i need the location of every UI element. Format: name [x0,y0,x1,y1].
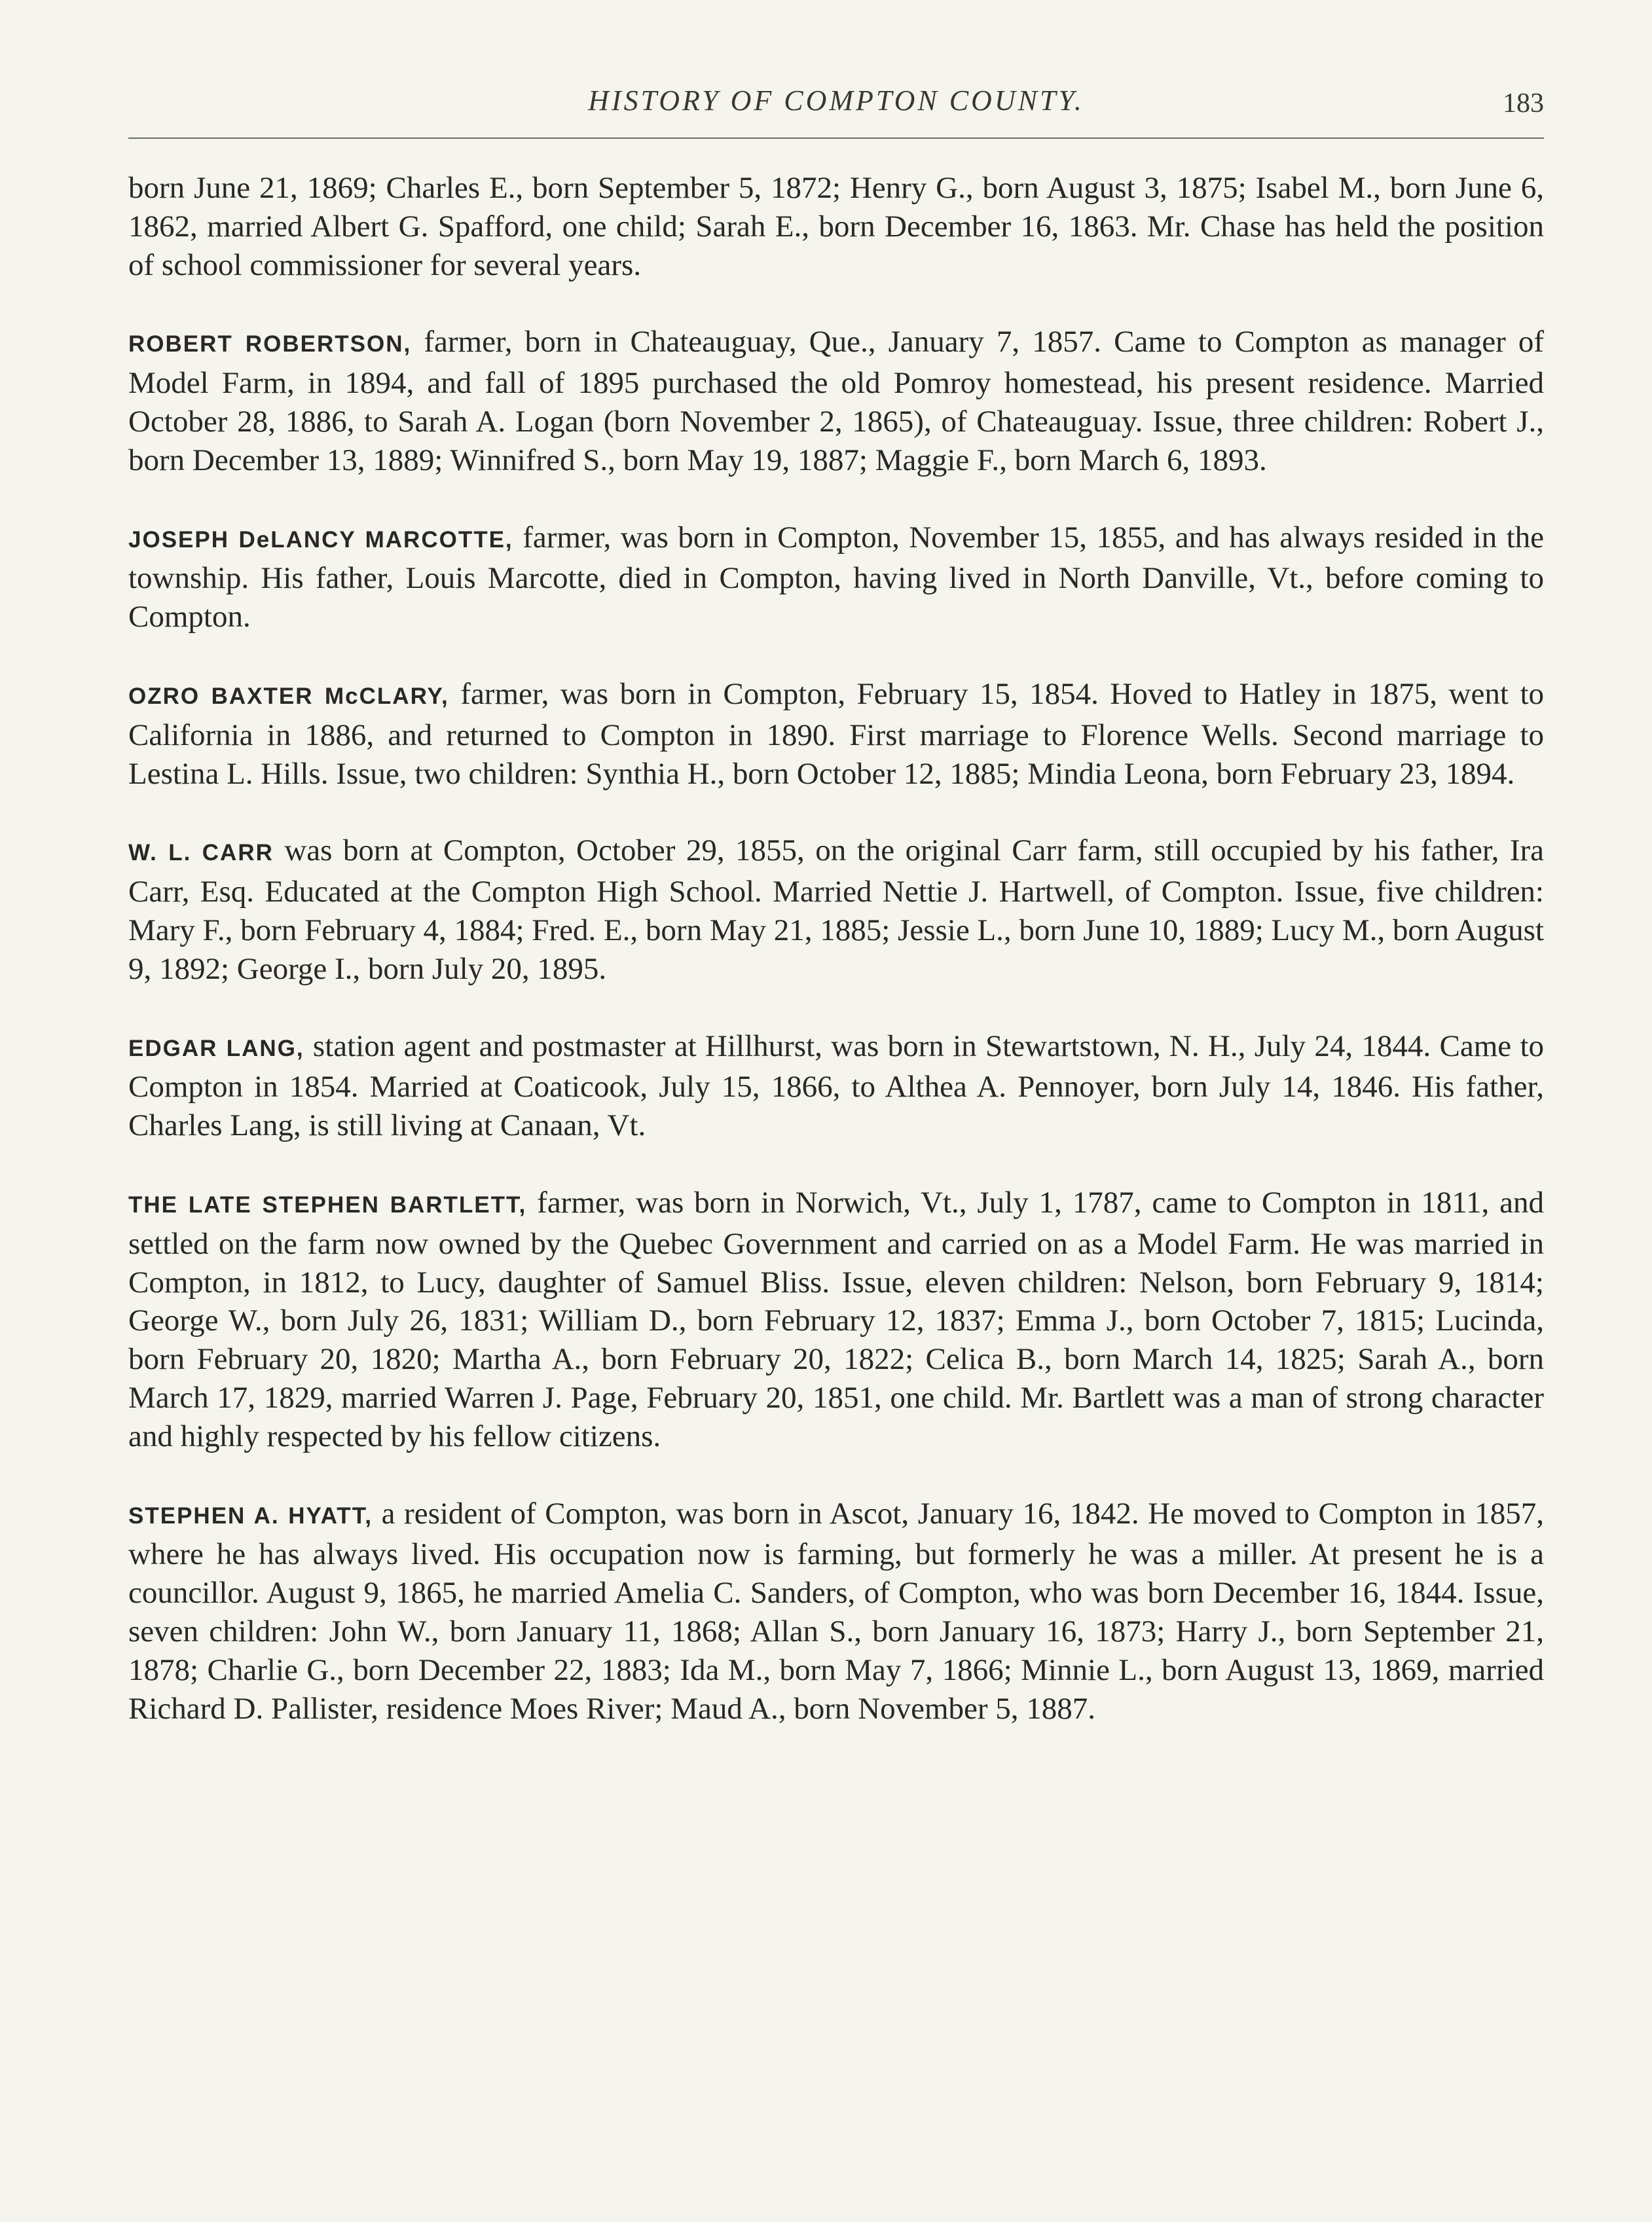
biography-entry-marcotte [128,519,1544,636]
biography-entry-bartlett [128,1184,1544,1456]
running-head [128,84,1544,130]
biography-entry-mcclary [128,675,1544,793]
biography-entry-lang [128,1027,1544,1145]
entry-name: OZRO BAXTER McCLARY, [128,683,449,709]
entry-text: station agent and postmaster at Hillhurst, was born in Stewartstown, N. H., July 24, 1844. Came to Compton in 1854. Married at Coaticook, July 15, 1866, to Althea A. Pennoyer, born July 14, 1846. His father, Charles Lang, is still living at Canaan, Vt. [128,1029,1545,1143]
biography-entry-robertson [128,323,1544,479]
entry-name: THE LATE STEPHEN BARTLETT, [128,1192,527,1218]
biography-list [128,169,1544,1766]
biography-entry-carr [128,831,1544,988]
entry-text: farmer, born in Chateauguay, Que., January 7, 1857. Came to Compton as manager of Model Farm, in 1894, and fall of 1895 purchased the old Pomroy homestead, his present residence. Married October 28, 1886, to Sarah A. Logan (born November 2, 1865), of Chateauguay. Issue, three children: Robert J., born December 13, 1889; Winnifred S., born May 19, 1887; Maggie F., born March 6, 1893. [128,325,1544,477]
entry-name: EDGAR LANG, [128,1035,304,1061]
entry-name: STEPHEN A. HYATT, [128,1503,373,1529]
entry-text: was born at Compton, October 29, 1855, on the original Carr farm, still occupied by his father, Ira Carr, Esq. Educated at the Compton High School. Married Nettie J. Hartwell, of Compton. Issue, five children: Mary F., born February 4, 1884; Fred. E., born May 21, 1885; Jessie L., born June 10, 1889; Lucy M., born August 9, 1892; George I., born July 20, 1895. [128,833,1545,986]
entry-text: a resident of Compton, was born in Ascot, January 16, 1842. He moved to Compton in 1857, where he has always lived. His occupation now is farming, but formerly he was a miller. At present he is a councillor. August 9, 1865, he married Amelia C. Sanders, of Compton, who was born December 16, 1844. Issue, seven children: John W., born January 11, 1868; Allan S., born January 16, 1873; Harry J., born September 21, 1878; Charlie G., born December 22, 1883; Ida M., born May 7, 1866; Minnie L., born August 13, 1869, married Richard D. Pallister, residence Moes River; Maud A., born November 5, 1887. [128,1496,1545,1726]
entry-name: JOSEPH DeLANCY MARCOTTE, [128,526,513,553]
page-number: 183 [1503,88,1544,118]
entry-name: ROBERT ROBERTSON, [128,331,412,357]
entry-text: farmer, was born in Compton, February 15, 1854. Hoved to Hatley in 1875, went to California in 1886, and returned to Compton in 1890. First marriage to Florence Wells. Second marriage to Lestina L. Hills. Issue, two children: Synthia H., born October 12, 1885; Mindia Leona, born February 23, 1894. [128,676,1545,791]
biography-entry-hyatt [128,1495,1544,1728]
entry-text: farmer, was born in Norwich, Vt., July 1, 1787, came to Compton in 1811, and settled on the farm now owned by the Quebec Government and carried on as a Model Farm. He was married in Compton, in 1812, to Lucy, daughter of Samuel Bliss. Issue, eleven children: Nelson, born February 9, 1814; George W., born July 26, 1831; William D., born February 12, 1837; Emma J., born October 7, 1815; Lucinda, born February 20, 1820; Martha A., born February 20, 1822; Celica B., born March 14, 1825; Sarah A., born March 17, 1829, married Warren J. Page, February 20, 1851, one child. Mr. Bartlett was a man of strong character and highly respected by his fellow citizens. [128,1185,1544,1453]
running-title: HISTORY OF COMPTON COUNTY. [588,84,1084,117]
entry-name: W. L. CARR [128,840,274,866]
entry-text: born June 21, 1869; Charles E., born September 5, 1872; Henry G., born August 3, 1875; Isabel M., born June 6, 1862, married Albert G. Spafford, one child; Sarah E., born December 16, 1863. Mr. Chase has held the position of school commissioner for several years. [128,171,1544,282]
entry-text: farmer, was born in Compton, November 15, 1855, and has always resided in the township. His father, Louis Marcotte, died in Compton, having lived in North Danville, Vt., before coming to Compton. [128,520,1545,634]
biography-entry-continued [128,169,1544,284]
header-rule [128,137,1544,139]
